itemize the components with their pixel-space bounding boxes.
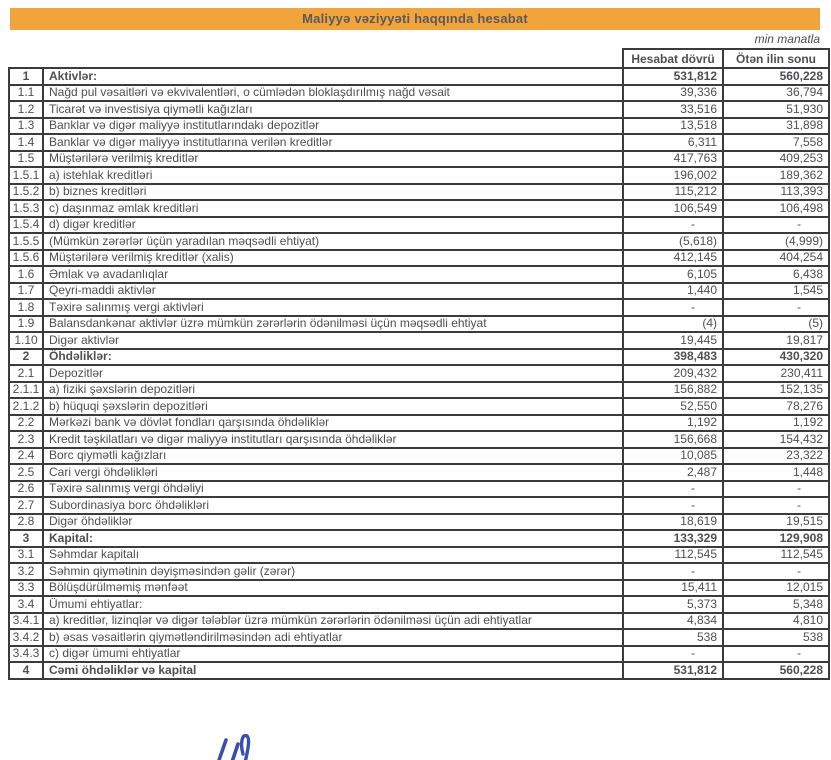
row-number: 2.8	[9, 514, 43, 531]
table-row	[9, 68, 829, 85]
table-row	[9, 563, 829, 580]
row-value-current: 13,518	[623, 118, 723, 135]
row-value-previous: 154,432	[723, 431, 829, 448]
signature-ink-icon	[196, 734, 280, 760]
row-label: Əmlak və avadanlıqlar	[43, 266, 623, 283]
row-value-current: -	[623, 299, 723, 316]
row-number: 3.4.1	[9, 613, 43, 630]
row-number: 3.4.2	[9, 629, 43, 646]
table-row	[9, 547, 829, 564]
row-number: 1.5.2	[9, 184, 43, 201]
table-row	[9, 332, 829, 349]
row-number: 2.5	[9, 464, 43, 481]
table-row	[9, 250, 829, 267]
row-label: Cari vergi öhdəlikləri	[43, 464, 623, 481]
table-row	[9, 646, 829, 663]
row-number: 1.8	[9, 299, 43, 316]
row-number: 2.1.2	[9, 398, 43, 415]
row-value-current: (5,618)	[623, 233, 723, 250]
row-value-current: 538	[623, 629, 723, 646]
row-value-current: 18,619	[623, 514, 723, 531]
row-label: a) istehlak kreditləri	[43, 167, 623, 184]
row-number: 1.5.5	[9, 233, 43, 250]
row-value-previous: 1,448	[723, 464, 829, 481]
row-label: Səhmin qiymətinin dəyişməsindən gəlir (zərər)	[43, 563, 623, 580]
row-value-current: -	[623, 481, 723, 498]
unit-note: min manatla	[754, 32, 820, 46]
row-value-previous: 1,192	[723, 415, 829, 432]
table-row	[9, 530, 829, 547]
row-label: Kapital:	[43, 530, 623, 547]
row-value-current: 412,145	[623, 250, 723, 267]
table-row	[9, 596, 829, 613]
table-row	[9, 382, 829, 399]
row-value-current: -	[623, 497, 723, 514]
row-value-current: 106,549	[623, 200, 723, 217]
row-value-current: 417,763	[623, 151, 723, 168]
row-value-current: 115,212	[623, 184, 723, 201]
row-value-current: 19,445	[623, 332, 723, 349]
row-value-previous: 4,810	[723, 613, 829, 630]
report-page	[0, 8, 831, 760]
row-value-current: 39,336	[623, 85, 723, 102]
row-value-current: 33,516	[623, 101, 723, 118]
row-label: Cəmi öhdəliklər və kapital	[43, 662, 623, 679]
table-row	[9, 184, 829, 201]
row-value-current: 5,373	[623, 596, 723, 613]
row-value-previous: 19,817	[723, 332, 829, 349]
row-label: Banklar və digər maliyyə institutlarındakı depozitlər	[43, 118, 623, 135]
row-number: 3.4	[9, 596, 43, 613]
signature-scribble	[196, 734, 280, 760]
column-header-previous-year-end: Ötən ilin sonu	[723, 49, 829, 68]
row-value-previous: 430,320	[723, 349, 829, 366]
row-value-previous: 409,253	[723, 151, 829, 168]
row-number: 1.3	[9, 118, 43, 135]
row-label: a) kreditlər, lizinqlər və digər tələblər üzrə mümkün zərərlərin ödənilməsi üçün adi ehtiyatlar	[43, 613, 623, 630]
table-row	[9, 398, 829, 415]
row-value-current: 6,311	[623, 134, 723, 151]
row-number: 1.2	[9, 101, 43, 118]
row-label: c) digər ümumi ehtiyatlar	[43, 646, 623, 663]
table-row	[9, 431, 829, 448]
row-value-previous: -	[723, 481, 829, 498]
row-label: Borc qiymətli kağızları	[43, 448, 623, 465]
row-value-current: 4,834	[623, 613, 723, 630]
row-number: 3.1	[9, 547, 43, 564]
table-row	[9, 349, 829, 366]
row-number: 1.5.6	[9, 250, 43, 267]
row-label: (Mümkün zərərlər üçün yaradılan məqsədli ehtiyat)	[43, 233, 623, 250]
row-value-previous: -	[723, 497, 829, 514]
row-value-previous: 31,898	[723, 118, 829, 135]
table-row	[9, 464, 829, 481]
row-value-current: 1,192	[623, 415, 723, 432]
row-label: Öhdəliklər:	[43, 349, 623, 366]
row-label: Digər öhdəliklər	[43, 514, 623, 531]
row-value-current: (4)	[623, 316, 723, 333]
row-value-previous: 12,015	[723, 580, 829, 597]
row-label: c) daşınmaz əmlak kreditləri	[43, 200, 623, 217]
row-label: Təxirə salınmış vergi aktivləri	[43, 299, 623, 316]
row-number: 2.4	[9, 448, 43, 465]
row-label: b) hüquqi şəxslərin depozitləri	[43, 398, 623, 415]
row-label: Kredit təşkilatları və digər maliyyə institutları qarşısında öhdəliklər	[43, 431, 623, 448]
row-number: 2.1.1	[9, 382, 43, 399]
row-label: Qeyri-maddi aktivlər	[43, 283, 623, 300]
table-row	[9, 118, 829, 135]
row-label: Aktivlər:	[43, 68, 623, 85]
row-label: Subordinasiya borc öhdəlikləri	[43, 497, 623, 514]
row-value-current: 531,812	[623, 68, 723, 85]
row-label: Təxirə salınmış vergi öhdəliyi	[43, 481, 623, 498]
row-value-previous: 404,254	[723, 250, 829, 267]
report-title: Maliyyə vəziyyəti haqqında hesabat	[302, 11, 528, 26]
row-value-current: 398,483	[623, 349, 723, 366]
table-row	[9, 448, 829, 465]
row-value-previous: -	[723, 299, 829, 316]
report-title-bar	[10, 8, 820, 30]
table-row	[9, 299, 829, 316]
table-row	[9, 497, 829, 514]
row-number: 2.7	[9, 497, 43, 514]
row-value-current: -	[623, 563, 723, 580]
table-row	[9, 629, 829, 646]
row-number: 2.6	[9, 481, 43, 498]
row-value-previous: 5,348	[723, 596, 829, 613]
row-number: 1.5.4	[9, 217, 43, 234]
row-value-current: 10,085	[623, 448, 723, 465]
table-row	[9, 134, 829, 151]
row-value-current: 15,411	[623, 580, 723, 597]
row-number: 1.10	[9, 332, 43, 349]
row-value-previous: -	[723, 563, 829, 580]
row-label: Depozitlər	[43, 365, 623, 382]
row-value-previous: 538	[723, 629, 829, 646]
row-number: 3.2	[9, 563, 43, 580]
row-number: 1.1	[9, 85, 43, 102]
table-row	[9, 167, 829, 184]
row-value-current: 196,002	[623, 167, 723, 184]
row-value-previous: 152,135	[723, 382, 829, 399]
row-number: 4	[9, 662, 43, 679]
row-value-previous: 1,545	[723, 283, 829, 300]
row-value-current: 112,545	[623, 547, 723, 564]
row-value-previous: 112,545	[723, 547, 829, 564]
row-value-previous: 78,276	[723, 398, 829, 415]
row-value-previous: 51,930	[723, 101, 829, 118]
row-value-previous: 189,362	[723, 167, 829, 184]
row-value-current: 133,329	[623, 530, 723, 547]
table-row	[9, 266, 829, 283]
row-number: 2.2	[9, 415, 43, 432]
row-number: 1.7	[9, 283, 43, 300]
financial-position-table	[8, 48, 830, 680]
row-value-previous: 230,411	[723, 365, 829, 382]
table-header-row	[9, 49, 829, 68]
row-value-previous: 113,393	[723, 184, 829, 201]
row-number: 1.5	[9, 151, 43, 168]
row-number: 1.6	[9, 266, 43, 283]
table-row	[9, 233, 829, 250]
header-spacer	[9, 49, 623, 68]
table-row	[9, 151, 829, 168]
row-label: Səhmdar kapitalı	[43, 547, 623, 564]
row-number: 3	[9, 530, 43, 547]
row-value-current: 6,105	[623, 266, 723, 283]
row-number: 2.3	[9, 431, 43, 448]
table-row	[9, 514, 829, 531]
row-label: Müştərilərə verilmiş kreditlər (xalis)	[43, 250, 623, 267]
row-label: Müştərilərə verilmiş kreditlər	[43, 151, 623, 168]
row-number: 2.1	[9, 365, 43, 382]
row-value-previous: 560,228	[723, 662, 829, 679]
row-label: Banklar və digər maliyyə institutlarına verilən kreditlər	[43, 134, 623, 151]
row-number: 2	[9, 349, 43, 366]
row-label: Bölüşdürülməmiş mənfəət	[43, 580, 623, 597]
row-label: Ticarət və investisiya qiymətli kağızları	[43, 101, 623, 118]
row-number: 1	[9, 68, 43, 85]
row-label: d) digər kreditlər	[43, 217, 623, 234]
row-value-current: 209,432	[623, 365, 723, 382]
row-number: 1.9	[9, 316, 43, 333]
table-row	[9, 85, 829, 102]
row-label: b) biznes kreditləri	[43, 184, 623, 201]
table-row	[9, 217, 829, 234]
table-row	[9, 200, 829, 217]
row-label: Ümumi ehtiyatlar:	[43, 596, 623, 613]
row-value-previous: 129,908	[723, 530, 829, 547]
row-value-previous: -	[723, 646, 829, 663]
row-value-previous: 106,498	[723, 200, 829, 217]
row-label: Balansdankənar aktivlər üzrə mümkün zərərlərin ödənilməsi üçün məqsədli ehtiyat	[43, 316, 623, 333]
row-value-previous: 19,515	[723, 514, 829, 531]
table-row	[9, 316, 829, 333]
table-row	[9, 101, 829, 118]
row-value-previous: 7,558	[723, 134, 829, 151]
row-value-current: 1,440	[623, 283, 723, 300]
row-number: 1.4	[9, 134, 43, 151]
table-row	[9, 481, 829, 498]
row-value-previous: 23,322	[723, 448, 829, 465]
row-label: b) əsas vəsaitlərin qiymətləndirilməsindən adi ehtiyatlar	[43, 629, 623, 646]
row-label: Mərkəzi bank və dövlət fondları qarşısında öhdəliklər	[43, 415, 623, 432]
row-value-current: -	[623, 217, 723, 234]
row-number: 1.5.1	[9, 167, 43, 184]
row-value-previous: 560,228	[723, 68, 829, 85]
row-value-current: -	[623, 646, 723, 663]
row-value-previous: (5)	[723, 316, 829, 333]
table-row	[9, 415, 829, 432]
row-label: Digər aktivlər	[43, 332, 623, 349]
row-value-previous: 6,438	[723, 266, 829, 283]
row-number: 3.3	[9, 580, 43, 597]
column-header-current-period: Hesabat dövrü	[623, 49, 723, 68]
row-label: a) fiziki şəxslərin depozitləri	[43, 382, 623, 399]
row-value-current: 156,882	[623, 382, 723, 399]
table-row	[9, 613, 829, 630]
row-number: 1.5.3	[9, 200, 43, 217]
row-value-previous: 36,794	[723, 85, 829, 102]
row-value-previous: (4,999)	[723, 233, 829, 250]
table-row	[9, 365, 829, 382]
row-value-previous: -	[723, 217, 829, 234]
row-value-current: 52,550	[623, 398, 723, 415]
row-label: Nağd pul vəsaitləri və ekvivalentləri, o cümlədən bloklaşdırılmış nağd vəsait	[43, 85, 623, 102]
table-row	[9, 580, 829, 597]
row-value-current: 2,487	[623, 464, 723, 481]
row-number: 3.4.3	[9, 646, 43, 663]
table-row	[9, 283, 829, 300]
row-value-current: 531,812	[623, 662, 723, 679]
table-row	[9, 662, 829, 679]
row-value-current: 156,668	[623, 431, 723, 448]
